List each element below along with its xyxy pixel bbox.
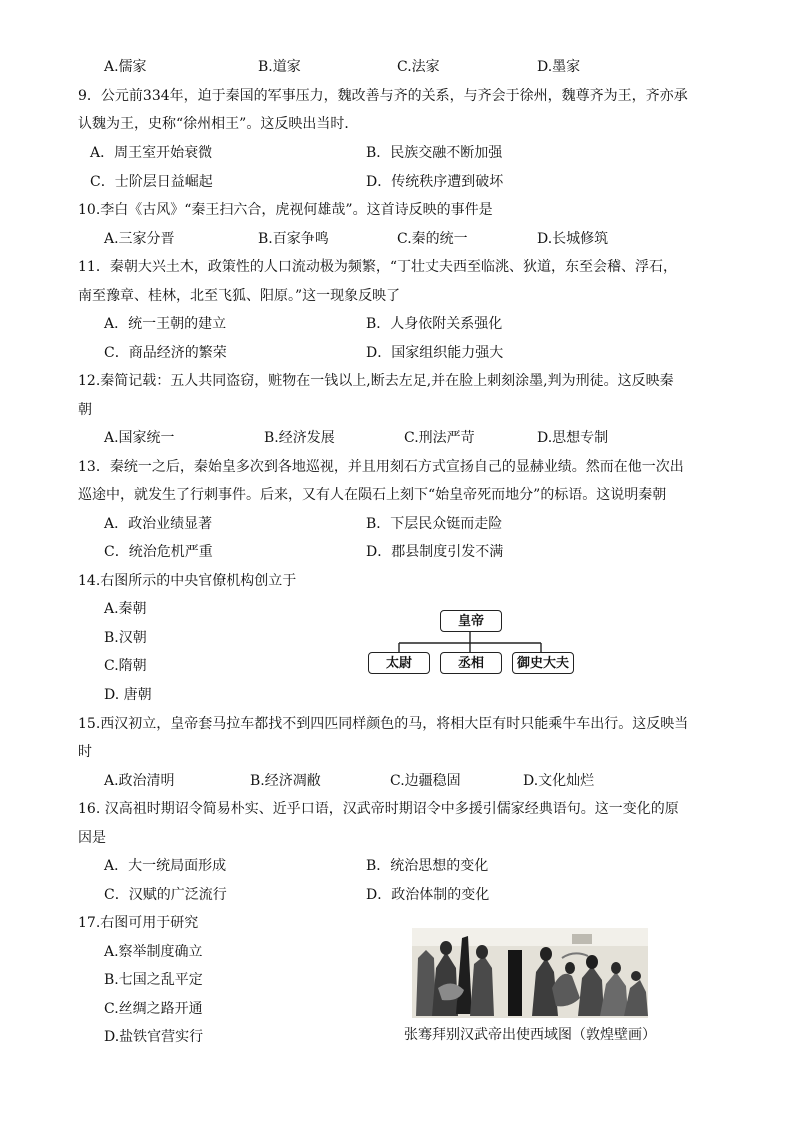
q17-stem: 17.右图可用于研究 [78, 915, 199, 931]
q17-image-caption: 张骞拜别汉武帝出使西域图（敦煌壁画） [404, 1027, 656, 1043]
q12-option-c: C.刑法严苛 [404, 430, 475, 446]
q11-option-d: D．国家组织能力强大 [366, 345, 504, 361]
q17-option-a: A.察举制度确立 [104, 944, 203, 960]
q8-option-c: C.法家 [397, 59, 440, 75]
q11-stem-line1: 11．秦朝大兴土木，政策性的人口流动极为频繁，“丁壮丈夫西至临洮、狄道，东至会稽、浮石， [78, 259, 677, 275]
q17-option-d: D.盐铁官营实行 [104, 1029, 204, 1045]
q10-option-b: B.百家争鸣 [258, 231, 329, 247]
q15-stem-line2: 时 [78, 744, 92, 760]
q12-option-d: D.思想专制 [537, 430, 609, 446]
diagram-box-yushi-dafu: 御史大夫 [512, 652, 574, 674]
q8-option-d: D.墨家 [537, 59, 581, 75]
q10-option-a: A.三家分晋 [104, 231, 175, 247]
q16-option-a: A．大一统局面形成 [104, 858, 227, 874]
q16-option-c: C．汉赋的广泛流行 [104, 887, 227, 903]
q12-stem-line1: 12.秦简记载：五人共同盗窃，赃物在一钱以上,断去左足,并在脸上刺刻涂墨,判为刑徒。这反映秦 [78, 373, 674, 389]
q9-stem-line2: 认魏为王，史称“徐州相王”。这反映出当时． [78, 116, 359, 132]
q17-option-b: B.七国之乱平定 [104, 972, 203, 988]
q13-option-c: C．统治危机严重 [104, 544, 213, 560]
q16-stem-line2: 因是 [78, 830, 106, 846]
q15-option-c: C.边疆稳固 [390, 773, 461, 789]
q13-option-d: D．郡县制度引发不满 [366, 544, 504, 560]
q15-option-d: D.文化灿烂 [523, 773, 595, 789]
q9-option-b: B．民族交融不断加强 [366, 145, 503, 161]
q15-stem-line1: 15.西汉初立，皇帝套马拉车都找不到四匹同样颜色的马，将相大臣有时只能乘牛车出行。这反映当 [78, 716, 689, 732]
q16-option-b: B．统治思想的变化 [366, 858, 489, 874]
q14-option-b: B.汉朝 [104, 630, 147, 646]
q9-stem-line1: 9．公元前334年，迫于秦国的军事压力，魏改善与齐的关系，与齐会于徐州，魏尊齐为王，齐亦承 [78, 88, 688, 104]
q16-option-d: D．政治体制的变化 [366, 887, 490, 903]
mural-illustration [412, 928, 648, 1018]
q12-option-a: A.国家统一 [104, 430, 175, 446]
q17-option-c: C.丝绸之路开通 [104, 1001, 203, 1017]
official-structure-diagram [366, 607, 576, 677]
diagram-box-chengxiang: 丞相 [440, 652, 502, 674]
diagram-box-emperor: 皇帝 [440, 610, 502, 632]
q14-option-d: D. 唐朝 [104, 687, 152, 703]
q16-stem-line1: 16. 汉高祖时期诏令简易朴实、近乎口语，汉武帝时期诏令中多援引儒家经典语句。这一变化的原 [78, 801, 679, 817]
q10-option-d: D.长城修筑 [537, 231, 609, 247]
q12-stem-line2: 朝 [78, 402, 92, 418]
q14-stem: 14.右图所示的中央官僚机构创立于 [78, 573, 297, 589]
dunhuang-mural-image [412, 928, 648, 1018]
q15-option-b: B.经济凋敝 [250, 773, 321, 789]
q11-option-a: A．统一王朝的建立 [104, 316, 227, 332]
q14-option-a: A.秦朝 [104, 601, 147, 617]
q13-stem-line1: 13．秦统一之后，秦始皇多次到各地巡视，并且用刻石方式宣扬自己的显赫业绩。然而在他一次出 [78, 459, 684, 475]
q11-stem-line2: 南至豫章、桂林，北至飞狐、阳原。”这一现象反映了 [78, 288, 401, 304]
q14-option-c: C.隋朝 [104, 658, 147, 674]
q9-option-c: C．士阶层日益崛起 [90, 174, 213, 190]
diagram-box-taiwei: 太尉 [368, 652, 430, 674]
q15-option-a: A.政治清明 [104, 773, 175, 789]
q13-stem-line2: 巡途中，就发生了行刺事件。后来，又有人在陨石上刻下“始皇帝死而地分”的标语。这说明秦朝 [78, 487, 667, 503]
q12-option-b: B.经济发展 [264, 430, 335, 446]
q13-option-a: A．政治业绩显著 [104, 516, 213, 532]
q10-stem: 10.李白《古风》“秦王扫六合，虎视何雄哉”。这首诗反映的事件是 [78, 202, 493, 218]
q13-option-b: B．下层民众铤而走险 [366, 516, 503, 532]
q10-option-c: C.秦的统一 [397, 231, 468, 247]
q11-option-b: B．人身依附关系强化 [366, 316, 503, 332]
q8-option-b: B.道家 [258, 59, 301, 75]
q9-option-d: D．传统秩序遭到破坏 [366, 174, 504, 190]
q11-option-c: C．商品经济的繁荣 [104, 345, 227, 361]
q8-option-a: A.儒家 [104, 59, 147, 75]
q9-option-a: A．周王室开始衰微 [90, 145, 213, 161]
